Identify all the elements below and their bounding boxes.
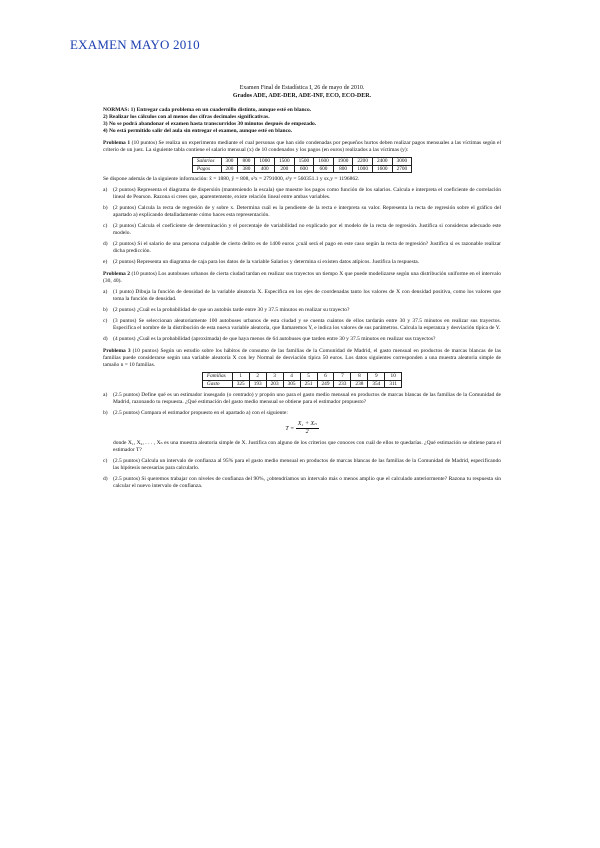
page-header: EXAMEN MAYO 2010	[70, 37, 200, 52]
exam-body	[103, 84, 501, 490]
item-label: b)	[103, 410, 108, 416]
estimator-formula	[103, 421, 501, 436]
table-cell: 1000	[353, 165, 373, 173]
table-cell: 3	[266, 373, 283, 381]
table-cell: 311	[385, 380, 402, 388]
item-text: (2.5 puntos) Si queremos trabajar con niveles de confianza del 90%, ¿obtendríamos un intervalo más o menos amplio que el calculado anteriormente? Razona tu respuesta sin calcular el nuevo intervalo de confianza.	[113, 476, 501, 489]
formula-lhs: T =	[285, 425, 295, 432]
item-label	[103, 440, 113, 454]
norm-4: 4) No está permitido salir del aula sin entregar el examen, aunque esté en blanco.	[103, 128, 293, 134]
table-cell: 233	[334, 380, 351, 388]
table-cell: 300	[221, 158, 238, 166]
table-cell: 8	[351, 373, 368, 381]
table-cell: 9	[368, 373, 385, 381]
table-cell: 3000	[392, 158, 412, 166]
table-cell: 354	[368, 380, 385, 388]
problem-2	[103, 271, 501, 285]
problem-1-heading: Problema 1	[103, 140, 131, 146]
table-cell: 600	[314, 165, 334, 173]
formula-numerator: X₁ + Xₙ	[297, 421, 317, 427]
table-cell: 305	[283, 380, 300, 388]
norm-3: 3) No se podrá abandonar el examen hasta transcurridos 30 minutos después de empezado.	[103, 121, 317, 127]
problem-1-item-e	[103, 259, 501, 266]
item-text: (2 puntos) Representa un diagrama de caja para los datos de la variable Salarios y determina si existen datos atípicos. Justifica la respuesta.	[113, 259, 420, 265]
item-text: (2 puntos) Si el salario de una persona culpable de cierto delito es de 1400 euros ¿cuál será el pago en este caso según la recta de regresión? Justifica si es razonable realizar dicha predicción.	[113, 241, 501, 254]
item-label: e)	[103, 259, 108, 265]
problem-1-item-c	[103, 223, 501, 237]
table-cell: 400	[255, 165, 275, 173]
problem-3-item-b	[103, 410, 501, 417]
table-row	[202, 373, 401, 381]
problem-1-summary: Se dispone además de la siguiente información: x̄ = 1880, ȳ = 808, s²x = 2791000, s²y = 560351.1 y sx,y = 1196862.	[103, 176, 360, 182]
table-cell: 6	[317, 373, 334, 381]
table-cell: 10	[385, 373, 402, 381]
table-cell: 203	[266, 380, 283, 388]
table-cell: 800	[238, 158, 255, 166]
table-cell: 1600	[372, 165, 392, 173]
table-cell: 1900	[333, 158, 353, 166]
problem-3-intro: (10 puntos) Según un estudio sobre los hábitos de consumo de las familias de la Comunidad de Madrid, el gasto mensual en productos de marcas blancas de las familias puede considerarse según una variable aleatoria X con ley Normal de desviación típica 50 euros. Los datos siguientes corresponden a una muestra aleatoria simple de tamaño n = 10 familias.	[103, 348, 502, 368]
table-cell: 251	[300, 380, 317, 388]
formula-fraction	[296, 421, 319, 436]
item-label: d)	[103, 476, 108, 482]
problem-1-table	[192, 157, 412, 173]
table-cell: 380	[238, 165, 255, 173]
table-cell: 200	[221, 165, 238, 173]
item-text: (1 punto) Dibuja la función de densidad de la variable aleatoria X. Especifica en los ejes de coordenadas tanto los valores de X con densidad positiva, como los valores que toma la función de densidad.	[113, 289, 501, 302]
problem-3-table	[202, 372, 402, 388]
table-cell: 4	[283, 373, 300, 381]
item-label: a)	[103, 392, 108, 398]
problem-3-item-c	[103, 458, 501, 472]
row-label: Salarios	[192, 158, 221, 166]
norm-1: NORMAS: 1) Entregar cada problema en un cuadernillo distinto, aunque esté en blanco.	[103, 107, 312, 113]
item-text: (3 puntos) Se seleccionan aleatoriamente 100 autobuses urbanos de esta ciudad y se cuenta cuántos de ellos tardarán entre 30 y 37.5 minutos en realizar sus trayectos. Especifica el nombre de la distribución de esta nueva variable aleatoria, que llamaremos Y, e indica los valores de sus parámetros. Calcula la esperanza y desviación típica de Y.	[113, 318, 501, 331]
row-label: Pagos	[192, 165, 221, 173]
problem-2-intro: (10 puntos) Los autobuses urbanos de cierta ciudad tardan en realizar sus trayectos un tiempo X que puede modelizarse según una distribución uniforme en el intervalo (30, 40).	[103, 271, 502, 284]
problem-3-item-d	[103, 476, 501, 490]
table-cell: 800	[333, 165, 353, 173]
table-row	[192, 158, 411, 166]
problem-1-item-b	[103, 205, 501, 219]
problem-1-item-d	[103, 241, 501, 255]
table-cell: 600	[294, 165, 314, 173]
problem-1-item-a	[103, 187, 501, 201]
problem-3-heading: Problema 3	[103, 348, 131, 354]
item-text: (2.5 puntos) Compara el estimador propuesto en el apartado a) con el siguiente:	[113, 410, 288, 416]
table-cell: 193	[249, 380, 266, 388]
problem-2-item-c	[103, 318, 501, 332]
item-text: (2.5 puntos) Calcula un intervalo de confianza al 95% para el gasto medio mensual en productos de marcas blancas de las familias de la Comunidad de Madrid, especificando las hipótesis necesarias para calcularlo.	[113, 458, 501, 471]
item-text: donde X₁, X₂, . . . , Xₙ es una muestra aleatoria simple de X. Justifica con alguno de los criterios que conoces con cuál de ellos te quedarías. ¿Qué estimación se obtiene para el estimador T?	[113, 440, 501, 453]
table-cell: 200	[275, 165, 295, 173]
item-label: d)	[103, 241, 108, 247]
item-label: b)	[103, 307, 108, 313]
norms	[103, 107, 501, 135]
table-cell: 325	[232, 380, 249, 388]
item-text: (2.5 puntos) Define qué es un estimador insesgado (o centrado) y propón uno para el gasto medio mensual en productos de marcas blancas de las familias de la Comunidad de Madrid, razonando tu respuesta. ¿Qué estimación del gasto medio mensual se obtiene para el estimador propuesto?	[113, 392, 501, 405]
row-label: Familias	[202, 373, 232, 381]
table-cell: 5	[300, 373, 317, 381]
item-text: (2 puntos) Calcula la recta de regresión de y sobre x. Determina cuál es la pendiente de la recta e interpreta su valor. Representa la recta de regresión sobre el gráfico del apartado a) explicando detalladamente cómo haces esta representación.	[113, 205, 501, 218]
table-cell: 1500	[275, 158, 295, 166]
item-text: (4 puntos) ¿Cuál es la probabilidad (aproximada) de que haya menos de 64 autobuses que tarden entre 30 y 37.5 minutos en realizar sus trayectos?	[113, 336, 436, 342]
item-text: (2 puntos) Calcula el coeficiente de determinación y el porcentaje de variabilidad no explicado por el modelo de la recta de regresión. Justifica si consideras adecuado este modelo.	[113, 223, 501, 236]
problem-2-heading: Problema 2	[103, 271, 130, 277]
problem-2-item-d	[103, 336, 501, 343]
table-cell: 2700	[392, 165, 412, 173]
problem-3-item-b-cont	[103, 440, 501, 454]
table-cell: 1	[232, 373, 249, 381]
table-cell: 2200	[353, 158, 373, 166]
problem-1-intro: (10 puntos) Se realiza un experimento mediante el cual personas que han sido condenadas por pequeños hurtos deben realizar pagos mensuales a las víctimas según el criterio de un juez. La siguiente tabla contiene el salario mensual (x) de 10 condenados y los pagos (en euros) realizados a las víctimas (y):	[103, 140, 502, 153]
item-label: c)	[103, 458, 108, 464]
problem-2-item-a	[103, 289, 501, 303]
item-label: b)	[103, 205, 108, 211]
item-text: (2 puntos) ¿Cuál es la probabilidad de que un autobús tarde entre 30 y 37.5 minutos en realizar su trayecto?	[113, 307, 350, 313]
table-cell: 2	[249, 373, 266, 381]
table-row	[192, 165, 411, 173]
table-cell: 249	[317, 380, 334, 388]
exam-title: Examen Final de Estadística I, 26 de mayo de 2010.	[239, 85, 365, 91]
table-cell: 238	[351, 380, 368, 388]
problem-3-item-a	[103, 392, 501, 406]
norm-2: 2) Realizar los cálculos con al menos dos cifras decimales significativas.	[103, 114, 270, 120]
item-label: a)	[103, 187, 108, 193]
table-cell: 1600	[314, 158, 334, 166]
table-row	[202, 380, 401, 388]
problem-2-item-b	[103, 307, 501, 314]
table-cell: 1000	[255, 158, 275, 166]
row-label: Gasto	[202, 380, 232, 388]
item-label: c)	[103, 318, 108, 324]
table-cell: 2400	[372, 158, 392, 166]
item-text: (2 puntos) Representa el diagrama de dispersión (manteniendo la escala) que muestre los pagos como función de los salarios. Calcula e interpreta el coeficiente de correlación lineal de Pearson. Razona si crees que, aparentemente, existe relación lineal entre ambas variables.	[113, 187, 501, 200]
exam-degrees: Grados ADE, ADE-DER, ADE-INF, ECO, ECO-DER.	[232, 93, 372, 99]
item-label: d)	[103, 336, 108, 342]
formula-denominator: 2	[305, 429, 309, 435]
table-cell: 7	[334, 373, 351, 381]
problem-3	[103, 348, 501, 369]
item-label: a)	[103, 289, 108, 295]
item-label: c)	[103, 223, 108, 229]
table-cell: 1500	[294, 158, 314, 166]
problem-1	[103, 140, 501, 154]
